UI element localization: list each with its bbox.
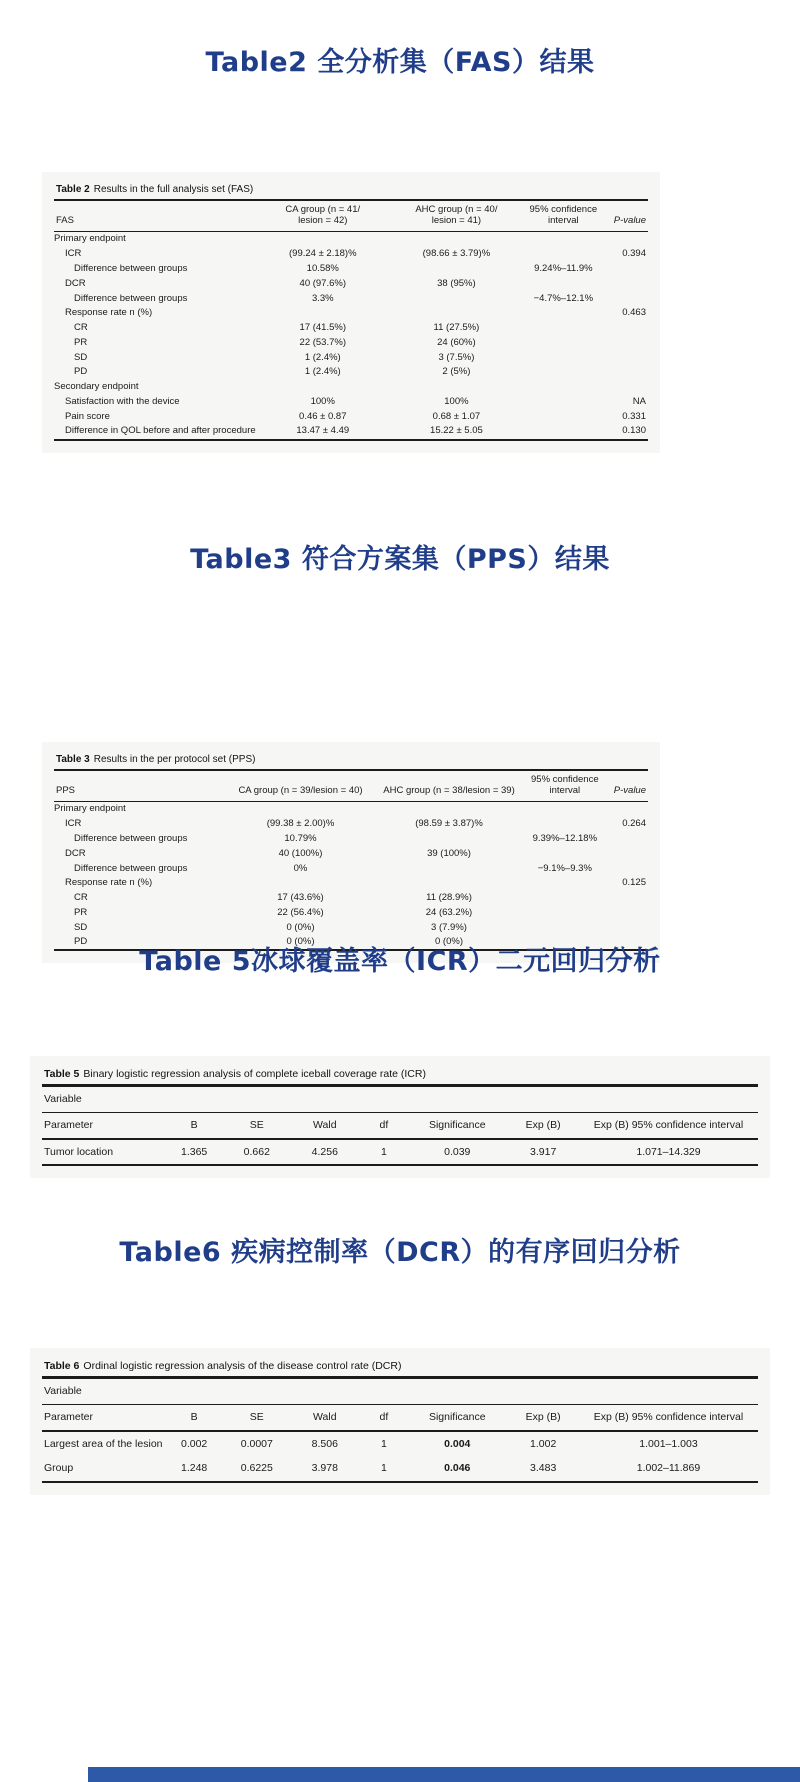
value-cell: 3 (7.5%): [438, 351, 475, 363]
table-row: [54, 905, 648, 920]
row-label-cell: ICR: [65, 248, 82, 260]
value-cell: 40 (100%): [278, 847, 323, 859]
value-cell: 1.002: [530, 1437, 557, 1450]
row-label-cell: Primary endpoint: [54, 233, 126, 245]
value-cell: 9.39%–12.18%: [532, 833, 598, 844]
value-cell: 17 (43.6%): [277, 892, 324, 904]
table6-card: [30, 1348, 770, 1495]
row-label-cell: SD: [74, 921, 88, 933]
value-cell: [606, 846, 648, 861]
row-label-cell: CR: [74, 322, 88, 334]
value-cell: 1 (2.4%): [304, 366, 341, 378]
value-cell: [523, 276, 603, 291]
table6-variable-label: Variable: [44, 1385, 82, 1397]
table3: [54, 771, 648, 951]
value-cell: [523, 306, 603, 321]
table-row: [54, 306, 648, 321]
value-cell: [256, 306, 390, 321]
value-cell: 13.47 ± 4.49: [296, 425, 350, 437]
value-cell: 8.506: [311, 1437, 338, 1450]
table3-card: [42, 742, 660, 963]
value-cell: [603, 379, 648, 394]
table-row: [54, 320, 648, 335]
value-cell: 1 (2.4%): [304, 351, 341, 363]
table-row: [42, 1456, 758, 1481]
value-cell: 0.46 ± 0.87: [299, 410, 347, 422]
table-row: [54, 424, 648, 440]
row-label-cell: CR: [74, 892, 88, 904]
row-label-cell: Difference between groups: [74, 263, 188, 274]
value-cell: 0.004: [444, 1437, 471, 1450]
table5-col-b: B: [190, 1119, 198, 1132]
value-cell: 9.24%–11.9%: [534, 263, 593, 274]
value-cell: [523, 424, 603, 440]
table-row: [54, 801, 648, 816]
value-cell: 38 (95%): [437, 277, 476, 289]
table2-title-label: Table 2: [56, 184, 90, 195]
row-label-cell: Response rate n (%): [65, 307, 153, 319]
row-label-cell: Difference in QOL before and after procedure: [65, 425, 256, 437]
value-cell: 3 (7.9%): [431, 921, 467, 933]
value-cell: 0.6225: [240, 1461, 273, 1474]
value-cell: [375, 876, 524, 891]
table5-card: [30, 1056, 770, 1178]
section-heading-table2: Table2 全分析集（FAS）结果: [205, 47, 595, 78]
table6-header: [42, 1379, 758, 1431]
value-cell: 0.002: [181, 1437, 208, 1450]
row-label-cell: Secondary endpoint: [54, 381, 139, 393]
section-heading-table5: Table 5冰球覆盖率（ICR）二元回归分析: [139, 946, 661, 977]
value-cell: 1.002–11.869: [636, 1461, 701, 1474]
value-cell: [603, 335, 648, 350]
table6-col-se: SE: [249, 1411, 264, 1424]
table2-card: [42, 172, 660, 453]
value-cell: 15.22 ± 5.05: [430, 425, 483, 437]
table3-col-ahc-group: AHC group (n = 38/lesion = 39): [383, 785, 515, 797]
value-cell: 100%: [310, 395, 335, 407]
row-label-cell: DCR: [65, 847, 86, 859]
table-row: [42, 1139, 758, 1165]
row-label-cell: Tumor location: [44, 1145, 114, 1158]
value-cell: [603, 350, 648, 365]
row-label-cell: PR: [74, 336, 88, 348]
value-cell: [523, 394, 603, 409]
table-row: [54, 291, 648, 306]
table5-body: [42, 1139, 758, 1165]
value-cell: [606, 890, 648, 905]
row-label-cell: Group: [44, 1461, 74, 1474]
value-cell: [256, 379, 390, 394]
table6-title-text: Ordinal logistic regression analysis of the disease control rate (DCR): [83, 1360, 402, 1372]
value-cell: 100%: [444, 395, 469, 407]
value-cell: (99.24 ± 2.18)%: [289, 248, 357, 260]
table5-variable-label: Variable: [44, 1093, 82, 1105]
table-row: [54, 276, 648, 291]
value-cell: 11 (28.9%): [426, 892, 472, 904]
table-row: [54, 890, 648, 905]
table5-col-df: df: [379, 1119, 389, 1132]
table5-title: [42, 1066, 758, 1087]
value-cell: NA: [632, 395, 646, 407]
table3-title: [54, 752, 648, 771]
table5-title-label: Table 5: [44, 1068, 80, 1080]
table6-title-label: Table 6: [44, 1360, 80, 1372]
value-cell: 1.001–1.003: [639, 1437, 698, 1450]
value-cell: 4.256: [311, 1145, 338, 1158]
table3-col-confidence-interval: 95% confidence interval: [531, 774, 599, 797]
value-cell: [523, 320, 603, 335]
value-cell: [606, 861, 648, 876]
table6-col-exp-b-ci: Exp (B) 95% confidence interval: [593, 1411, 744, 1424]
table-row: [54, 876, 648, 891]
value-cell: [606, 801, 648, 816]
value-cell: (99.38 ± 2.00)%: [266, 818, 335, 830]
table-row: [54, 247, 648, 262]
value-cell: 0.264: [622, 818, 646, 830]
value-cell: [523, 350, 603, 365]
row-label-cell: Difference between groups: [74, 833, 188, 844]
table-row: [42, 1431, 758, 1456]
table6-col-df: df: [379, 1411, 389, 1424]
value-cell: [603, 291, 648, 306]
table2-col-ahc-group: AHC group (n = 40/ lesion = 41): [415, 204, 498, 227]
table6: [42, 1379, 758, 1483]
table6-col-parameter: Parameter: [44, 1411, 94, 1424]
table5-col-exp-b-ci: Exp (B) 95% confidence interval: [593, 1119, 744, 1132]
table2-title: [54, 182, 648, 201]
value-cell: [523, 890, 606, 905]
value-cell: 0.039: [444, 1145, 471, 1158]
table5-col-parameter: Parameter: [44, 1119, 94, 1132]
row-label-cell: PD: [74, 366, 88, 378]
value-cell: [606, 831, 648, 846]
table-row: [54, 350, 648, 365]
value-cell: [375, 801, 524, 816]
value-cell: 3.978: [311, 1461, 338, 1474]
value-cell: 10.79%: [284, 833, 317, 844]
value-cell: [523, 801, 606, 816]
value-cell: [390, 291, 524, 306]
row-label-cell: PD: [74, 936, 88, 948]
value-cell: 0.125: [622, 877, 646, 889]
value-cell: 1.248: [181, 1461, 208, 1474]
row-label-cell: Difference between groups: [74, 862, 188, 874]
value-cell: 1: [380, 1461, 387, 1474]
value-cell: 1.365: [181, 1145, 208, 1158]
table2-header: [54, 201, 648, 231]
value-cell: [523, 817, 606, 832]
value-cell: [226, 876, 375, 891]
value-cell: [603, 320, 648, 335]
table5-col-wald: Wald: [313, 1119, 337, 1132]
table-row: [54, 861, 648, 876]
table2-col-fas: FAS: [56, 215, 74, 227]
value-cell: 3.3%: [311, 292, 334, 304]
table-row: [54, 379, 648, 394]
value-cell: 3.917: [530, 1145, 557, 1158]
table-row: [54, 920, 648, 935]
value-cell: [390, 261, 524, 276]
value-cell: [603, 261, 648, 276]
table6-col-b: B: [190, 1411, 198, 1424]
value-cell: [375, 831, 524, 846]
row-label-cell: Response rate n (%): [65, 877, 153, 889]
value-cell: [606, 920, 648, 935]
table-row: [54, 261, 648, 276]
table5-col-exp-b: Exp (B): [525, 1119, 561, 1132]
value-cell: 0 (0%): [435, 936, 463, 948]
value-cell: 0 (0%): [286, 936, 315, 948]
value-cell: 24 (60%): [437, 336, 476, 348]
value-cell: [523, 846, 606, 861]
table2-col-confidence-interval: 95% confidence interval: [529, 204, 598, 227]
table3-col-p-value: P-value: [613, 785, 646, 797]
table2-title-text: Results in the full analysis set (FAS): [93, 184, 254, 195]
value-cell: 40 (97.6%): [299, 277, 347, 289]
value-cell: [375, 861, 524, 876]
value-cell: 0.046: [444, 1461, 471, 1474]
table2-col-ca-group: CA group (n = 41/ lesion = 42): [285, 204, 361, 227]
value-cell: 0.0007: [240, 1437, 273, 1450]
value-cell: 0.130: [622, 425, 646, 437]
value-cell: [390, 231, 524, 246]
table3-col-pps: PPS: [56, 785, 76, 797]
row-label-cell: Pain score: [65, 410, 110, 422]
value-cell: [226, 801, 375, 816]
value-cell: [256, 231, 390, 246]
value-cell: −9.1%–9.3%: [537, 862, 592, 874]
value-cell: [523, 379, 603, 394]
table-row: [54, 846, 648, 861]
table5: [42, 1087, 758, 1166]
value-cell: 10.58%: [306, 263, 339, 274]
value-cell: [606, 905, 648, 920]
footer-bar: [88, 1767, 800, 1782]
value-cell: [523, 247, 603, 262]
value-cell: −4.7%–12.1%: [533, 292, 594, 304]
table3-title-text: Results in the per protocol set (PPS): [93, 754, 256, 765]
value-cell: [523, 409, 603, 424]
table5-header: [42, 1087, 758, 1139]
row-label-cell: SD: [74, 351, 88, 363]
value-cell: [603, 365, 648, 380]
value-cell: 2 (5%): [442, 366, 471, 378]
value-cell: [603, 276, 648, 291]
table5-col-significance: Significance: [428, 1119, 486, 1132]
table-row: [54, 831, 648, 846]
table-row: [54, 231, 648, 246]
row-label-cell: Primary endpoint: [54, 803, 126, 815]
table-row: [54, 394, 648, 409]
value-cell: 0.463: [622, 307, 646, 319]
value-cell: [523, 231, 603, 246]
value-cell: 1.071–14.329: [636, 1145, 701, 1158]
table-row: [54, 409, 648, 424]
value-cell: [603, 231, 648, 246]
table6-col-significance: Significance: [428, 1411, 486, 1424]
table3-col-ca-group: CA group (n = 39/lesion = 40): [238, 785, 363, 797]
section-heading-table3: Table3 符合方案集（PPS）结果: [190, 544, 610, 575]
value-cell: 3.483: [530, 1461, 557, 1474]
table2: [54, 201, 648, 441]
row-label-cell: Largest area of the lesion: [44, 1437, 163, 1450]
row-label-cell: PR: [74, 906, 88, 918]
table-row: [54, 335, 648, 350]
value-cell: 17 (41.5%): [299, 322, 347, 334]
table5-title-text: Binary logistic regression analysis of complete iceball coverage rate (ICR): [83, 1068, 426, 1080]
table-row: [54, 365, 648, 380]
table3-header: [54, 771, 648, 801]
table6-col-exp-b: Exp (B): [525, 1411, 561, 1424]
value-cell: 1: [380, 1437, 387, 1450]
value-cell: [523, 876, 606, 891]
row-label-cell: DCR: [65, 277, 86, 289]
value-cell: [390, 379, 524, 394]
value-cell: 0.331: [622, 410, 646, 422]
value-cell: 39 (100%): [427, 847, 471, 859]
row-label-cell: Satisfaction with the device: [65, 395, 180, 407]
table6-body: [42, 1431, 758, 1481]
value-cell: [523, 335, 603, 350]
row-label-cell: Difference between groups: [74, 292, 188, 304]
value-cell: [523, 905, 606, 920]
table-row: [54, 817, 648, 832]
value-cell: 0 (0%): [286, 921, 315, 933]
table2-col-p-value: P-value: [613, 215, 646, 227]
value-cell: 0.68 ± 1.07: [432, 410, 481, 422]
table2-body: [54, 231, 648, 439]
value-cell: 0.394: [622, 248, 646, 260]
table3-body: [54, 801, 648, 950]
table5-col-se: SE: [249, 1119, 264, 1132]
value-cell: 0.662: [243, 1145, 270, 1158]
value-cell: 11 (27.5%): [433, 322, 480, 334]
value-cell: 22 (53.7%): [299, 336, 347, 348]
value-cell: [523, 920, 606, 935]
value-cell: 22 (56.4%): [277, 906, 324, 918]
value-cell: (98.59 ± 3.87)%: [415, 818, 483, 830]
value-cell: 1: [380, 1145, 387, 1158]
value-cell: [523, 365, 603, 380]
value-cell: [390, 306, 524, 321]
table3-title-label: Table 3: [56, 754, 90, 765]
row-label-cell: ICR: [65, 818, 82, 830]
table6-col-wald: Wald: [313, 1411, 337, 1424]
table6-title: [42, 1358, 758, 1379]
section-heading-table6: Table6 疾病控制率（DCR）的有序回归分析: [119, 1237, 681, 1268]
value-cell: (98.66 ± 3.79)%: [422, 248, 491, 260]
value-cell: 24 (63.2%): [425, 906, 473, 918]
value-cell: 0%: [293, 862, 308, 874]
